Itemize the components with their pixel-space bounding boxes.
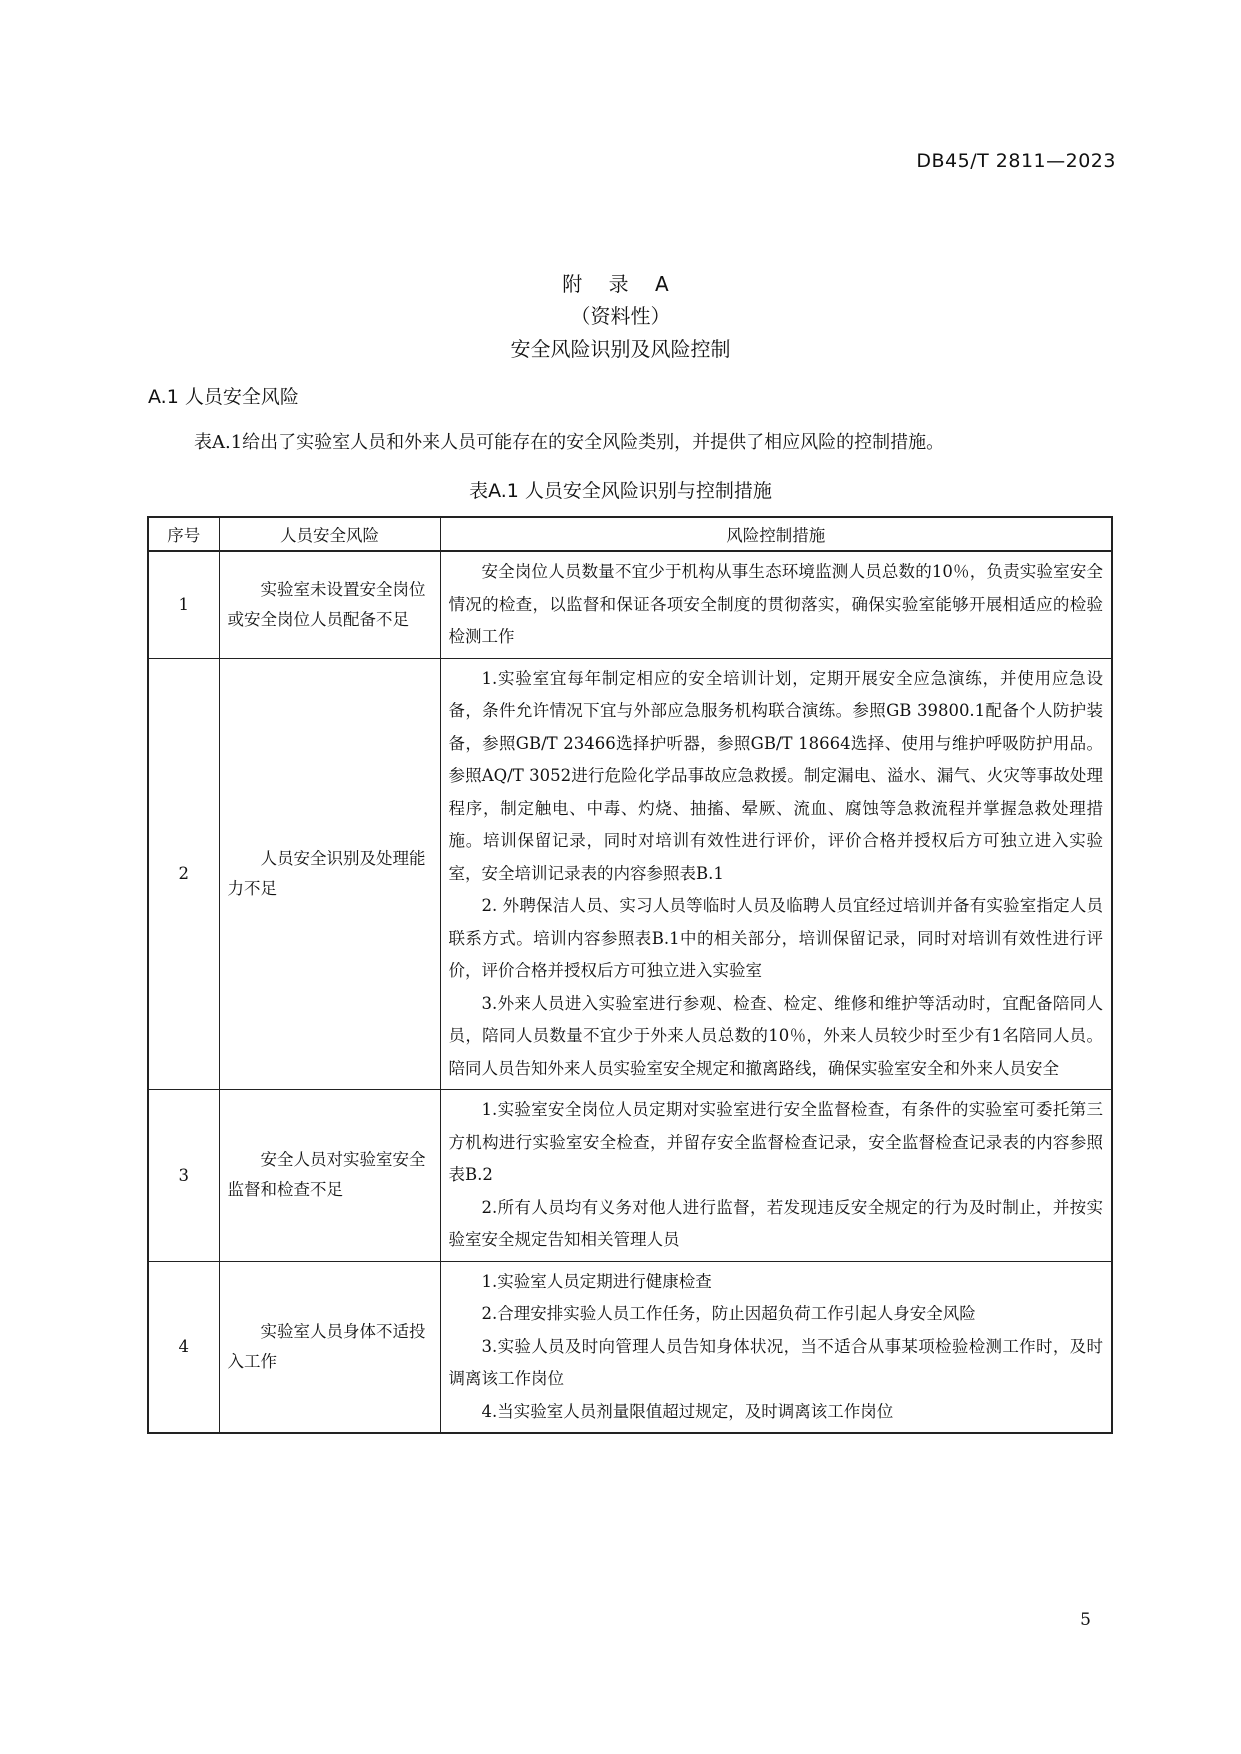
- header-risk: 人员安全风险: [219, 517, 440, 551]
- risk-text: 安全人员对实验室安全监督和检查不足: [227, 1150, 426, 1200]
- row-risk: [219, 551, 440, 658]
- row-no: 4: [148, 1261, 219, 1433]
- row-no: 2: [148, 658, 219, 1090]
- table-row: [148, 1261, 1112, 1433]
- row-no: 3: [148, 1090, 219, 1262]
- row-measures: [440, 1090, 1112, 1262]
- table-header-row: [148, 517, 1112, 551]
- measure-item: 1.实验室安全岗位人员定期对实验室进行安全监督检查，有条件的实验室可委托第三方机构进行实验室安全检查，并留存安全监督检查记录，安全监督检查记录表的内容参照表B.2: [448, 1100, 1103, 1184]
- standard-code: DB45/T 2811—2023: [916, 150, 1116, 172]
- annex-nature: （资料性）: [570, 304, 671, 328]
- annex-title: 安全风险识别及风险控制: [510, 337, 731, 361]
- header-no: 序号: [148, 517, 219, 551]
- measure-item: 3.外来人员进入实验室进行参观、检查、检定、维修和维护等活动时，宜配备陪同人员，陪同人员数量不宜少于外来人员总数的10％，外来人员较少时至少有1名陪同人员。陪同人员告知外来人员实验室安全规定和撤离路线，确保实验室安全和外来人员安全: [448, 993, 1103, 1078]
- row-risk: [219, 658, 440, 1090]
- measure-item: 4.当实验室人员剂量限值超过规定，及时调离该工作岗位: [481, 1401, 894, 1421]
- measure-item: 3.实验人员及时向管理人员告知身体状况，当不适合从事某项检验检测工作时，及时调离该工作岗位: [448, 1336, 1103, 1388]
- section-intro: 表A.1给出了实验室人员和外来人员可能存在的安全风险类别，并提供了相应风险的控制措施。: [194, 432, 945, 453]
- section-title: A.1 人员安全风险: [148, 386, 299, 408]
- risk-text: 实验室未设置安全岗位或安全岗位人员配备不足: [227, 579, 426, 629]
- row-risk: [219, 1090, 440, 1262]
- measure-item: 2. 外聘保洁人员、实习人员等临时人员及临聘人员宜经过培训并备有实验室指定人员联系方式。培训内容参照表B.1中的相关部分，培训保留记录，同时对培训有效性进行评价，评价合格并授权后方可独立进入实验室: [448, 896, 1103, 980]
- table-row: [148, 551, 1112, 658]
- measure-item: 2.所有人员均有义务对他人进行监督，若发现违反安全规定的行为及时制止，并按实验室安全规定告知相关管理人员: [448, 1197, 1103, 1249]
- risk-control-table: [147, 516, 1113, 1434]
- risk-text: 实验室人员身体不适投入工作: [227, 1321, 426, 1371]
- row-measures: [440, 1261, 1112, 1433]
- row-risk: [219, 1261, 440, 1433]
- table-row: [148, 658, 1112, 1090]
- measure-item: 安全岗位人员数量不宜少于机构从事生态环境监测人员总数的10％，负责实验室安全情况的检查，以监督和保证各项安全制度的贯彻落实，确保实验室能够开展相适应的检验检测工作: [448, 562, 1103, 646]
- header-measures: 风险控制措施: [440, 517, 1112, 551]
- table-row: [148, 1090, 1112, 1262]
- page-number: 5: [1080, 1610, 1091, 1630]
- table-caption: 表A.1 人员安全风险识别与控制措施: [469, 480, 772, 502]
- risk-text: 人员安全识别及处理能力不足: [227, 848, 426, 898]
- measure-item: 2.合理安排实验人员工作任务，防止因超负荷工作引起人身安全风险: [481, 1304, 976, 1323]
- annex-label: 附 录 A: [562, 272, 679, 296]
- measure-item: 1.实验室人员定期进行健康检查: [481, 1271, 712, 1291]
- row-no: 1: [148, 551, 219, 658]
- row-measures: [440, 658, 1112, 1090]
- row-measures: [440, 551, 1112, 658]
- measure-item: 1.实验室宜每年制定相应的安全培训计划，定期开展安全应急演练，并使用应急设备，条件允许情况下宜与外部应急服务机构联合演练。参照GB 39800.1配备个人防护装备，参照GB/T 23466选择护听器，参照GB/T 18664选择、使用与维护呼吸防护用品。参照AQ/T 3052进行危险化学品事故应急救援。制定漏电、溢水、漏气、火灾等事故处理程序，制定触电、中毒、灼烧、抽搐、晕厥、流血、腐蚀等急救流程并掌握急救处理措施。培训保留记录，同时对培训有效性进行评价，评价合格并授权后方可独立进入实验室，安全培训记录表的内容参照表B.1: [448, 668, 1103, 883]
